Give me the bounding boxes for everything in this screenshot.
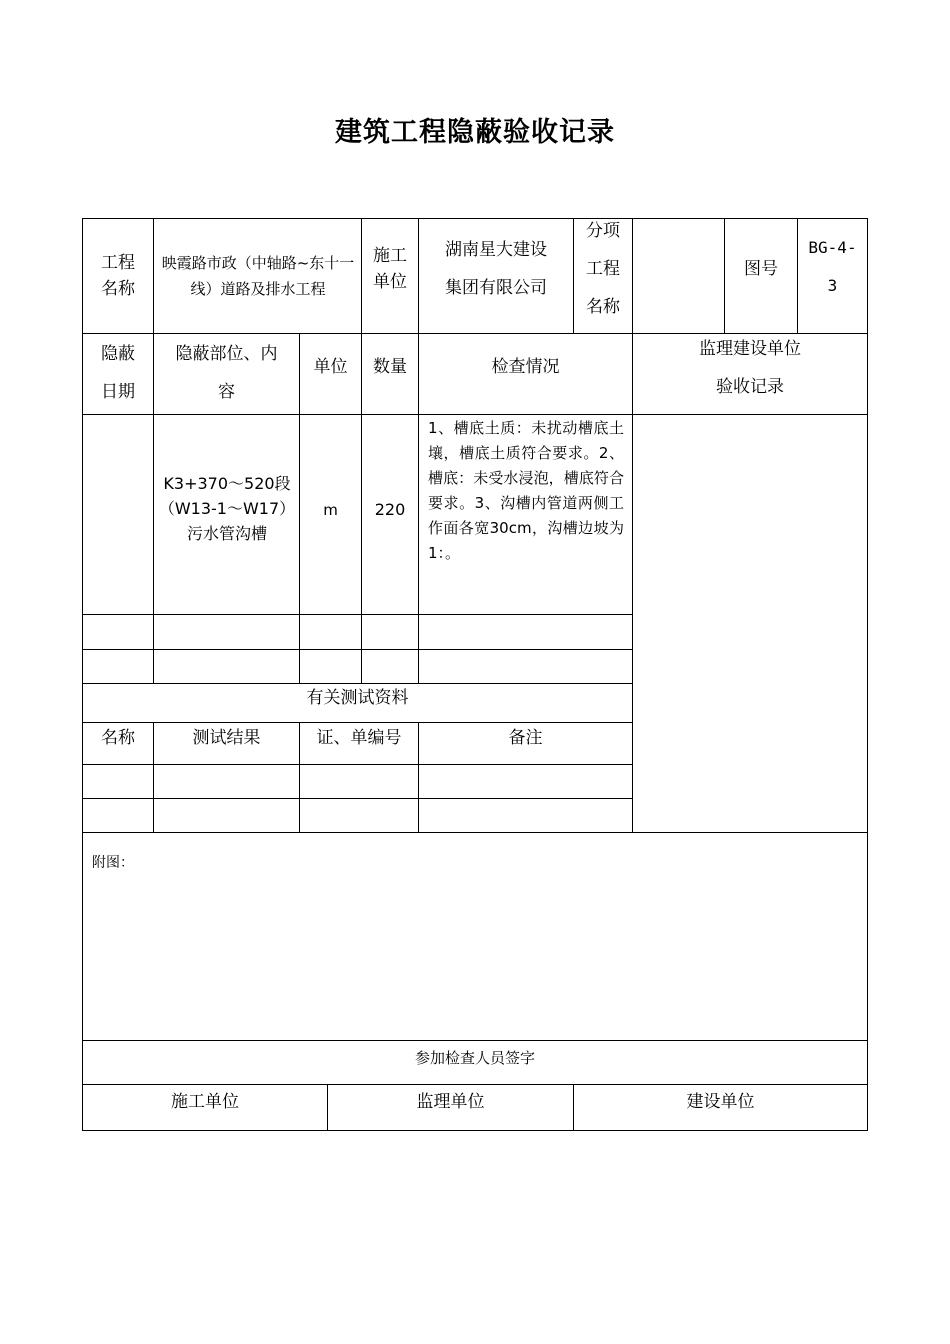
project-name-value: 映霞路市政（中轴路~东十一线）道路及排水工程 xyxy=(161,254,355,298)
owner-unit-signature: 建设单位 xyxy=(686,1092,755,1112)
signature-title: 参加检查人员签字 xyxy=(414,1048,535,1067)
hidden-part-cell: K3+370～520段（W13-1～W17）污水管沟槽 xyxy=(158,474,296,543)
unit-cell: m xyxy=(323,501,338,519)
drawing-no-value: BG-4- 3 xyxy=(808,238,857,295)
supervision-record-cell xyxy=(633,415,867,832)
test-name-header: 名称 xyxy=(101,728,135,748)
subitem-label: 分项 工程 名称 xyxy=(586,221,620,317)
drawing-no-label: 图号 xyxy=(744,259,778,279)
date-column-header: 隐蔽 日期 xyxy=(101,344,135,402)
part-column-header: 隐蔽部位、内 容 xyxy=(175,344,278,402)
supervision-unit-signature: 监理单位 xyxy=(416,1092,485,1112)
test-result-header: 测试结果 xyxy=(192,728,261,748)
supervision-column-header: 监理建设单位 验收记录 xyxy=(699,339,801,397)
page-title: 建筑工程隐蔽验收记录 xyxy=(335,117,615,148)
project-name-label: 工程 名称 xyxy=(101,253,135,299)
test-section-title: 有关测试资料 xyxy=(306,688,409,708)
check-cell: 1、槽底土质：未扰动槽底土壤，槽底土质符合要求。2、槽底：未受水浸泡，槽底符合要求。3、沟槽内管道两侧工作面各宽30cm，沟槽边坡为1：。 xyxy=(428,419,624,562)
qty-column-header: 数量 xyxy=(373,357,407,377)
attachment-label: 附图： xyxy=(92,855,134,871)
unit-column-header: 单位 xyxy=(313,357,348,377)
construction-unit-label: 施工 单位 xyxy=(373,246,407,292)
qty-cell: 220 xyxy=(374,500,406,519)
construction-unit-signature: 施工单位 xyxy=(171,1092,239,1112)
hidden-date-cell xyxy=(83,415,153,614)
construction-unit-value: 湖南星大建设 集团有限公司 xyxy=(445,240,547,298)
cert-number-header: 证、单编号 xyxy=(316,728,402,748)
subitem-value xyxy=(633,219,724,333)
note-header: 备注 xyxy=(508,728,543,748)
check-column-header: 检查情况 xyxy=(491,357,560,377)
